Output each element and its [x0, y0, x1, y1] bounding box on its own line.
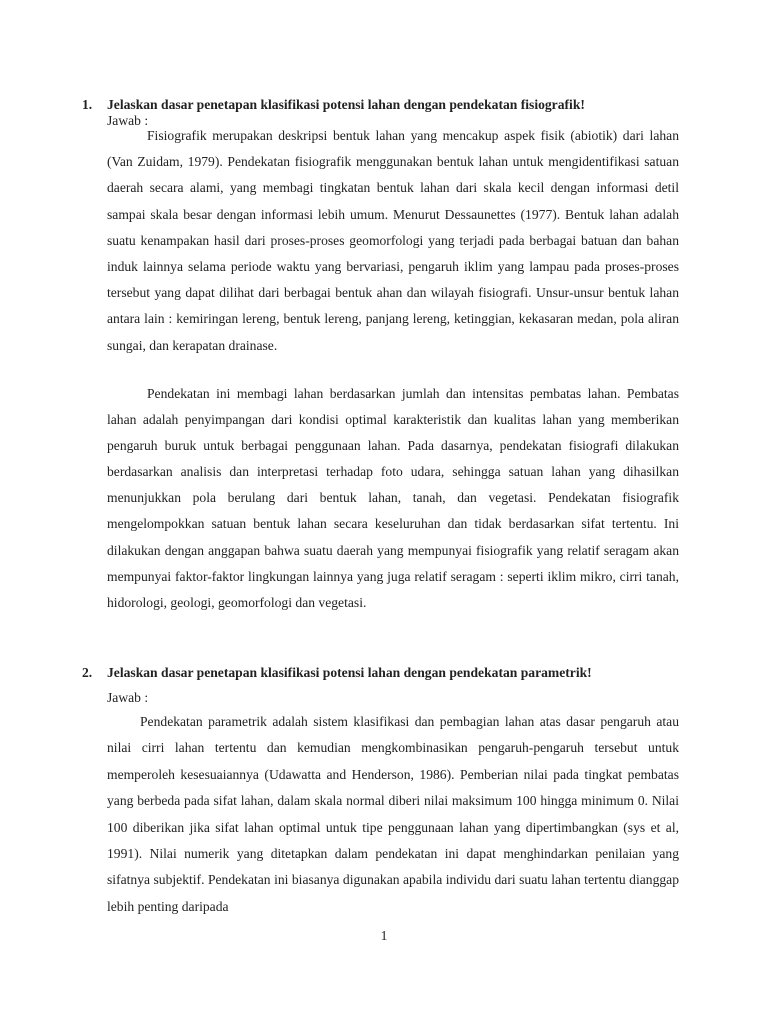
question-2-paragraph-1: Pendekatan parametrik adalah sistem klasifikasi dan pembagian lahan atas dasar pengaruh atau nilai cirri lahan tertentu dan kemudian mengkombinasikan pengaruh-pengaruh tersebut untuk memperoleh kesesuaiannya (Udawatta and Henderson, 1986). Pemberian nilai pada tingkat pembatas yang berbeda pada sifat lahan, dalam skala normal diberi nilai maksimum 100 hingga minimum 0. Nilai 100 diberikan jika sifat lahan optimal untuk tipe penggunaan lahan yang dipertimbangkan (sys et al, 1991). Nilai numerik yang ditetapkan dalam pendekatan ini dapat menghindarkan penilaian yang sifatnya subjektif. Pendekatan ini biasanya digunakan apabila individu dari suatu lahan tertentu dianggap lebih penting daripada — [107, 714, 679, 914]
page-number: 1 — [380, 928, 388, 943]
question-1-answer-label: Jawab : — [107, 113, 149, 128]
question-1-paragraph-2: Pendekatan ini membagi lahan berdasarkan jumlah dan intensitas pembatas lahan. Pembatas lahan adalah penyimpangan dari kondisi optimal karakteristik dan kualitas lahan yang memberikan pengaruh buruk untuk berbagai penggunaan lahan. Pada dasarnya, pendekatan fisiografi dilakukan berdasarkan analisis dan interpretasi terhadap foto udara, sehingga satuan lahan yang dihasilkan menunjukkan pola berulang dari bentuk lahan, tanah, dan vegetasi. Pendekatan fisiografik mengelompokkan satuan bentuk lahan secara keseluruhan dan tidak berdasarkan sifat tertentu. Ini dilakukan dengan anggapan bahwa suatu daerah yang mempunyai fisiografik yang relatif seragam akan mempunyai faktor-faktor lingkungan lainnya yang juga relatif seragam : seperti iklim mikro, cirri tanah, hidorologi, geologi, geomorfologi dan vegetasi. — [107, 386, 679, 610]
question-2-title: Jelaskan dasar penetapan klasifikasi potensi lahan dengan pendekatan parametrik! — [107, 665, 592, 680]
question-1-title: Jelaskan dasar penetapan klasifikasi potensi lahan dengan pendekatan fisiografik! — [107, 97, 585, 112]
question-1-paragraph-1: Fisiografik merupakan deskripsi bentuk lahan yang mencakup aspek fisik (abiotik) dari lahan (Van Zuidam, 1979). Pendekatan fisiografik menggunakan bentuk lahan untuk mengidentifikasi satuan daerah secara alami, yang membagi tingkatan bentuk lahan dari skala kecil dengan informasi detil sampai skala besar dengan informasi lebih umum. Menurut Dessaunettes (1977). Bentuk lahan adalah suatu kenampakan hasil dari proses-proses geomorfologi yang terjadi pada berbagai batuan dan bahan induk lainnya selama periode waktu yang bervariasi, pengaruh iklim yang lampau pada proses-proses tersebut yang dapat dilihat dari berbagai bentuk ahan dan wilayah fisiografi. Unsur-unsur bentuk lahan antara lain : kemiringan lereng, bentuk lereng, panjang lereng, ketinggian, kekasaran medan, pola aliran sungai, dan kerapatan drainase. — [107, 128, 679, 353]
question-2-answer-label: Jawab : — [107, 690, 149, 705]
question-2-number: 2. — [82, 665, 93, 680]
question-1-number: 1. — [82, 97, 93, 112]
